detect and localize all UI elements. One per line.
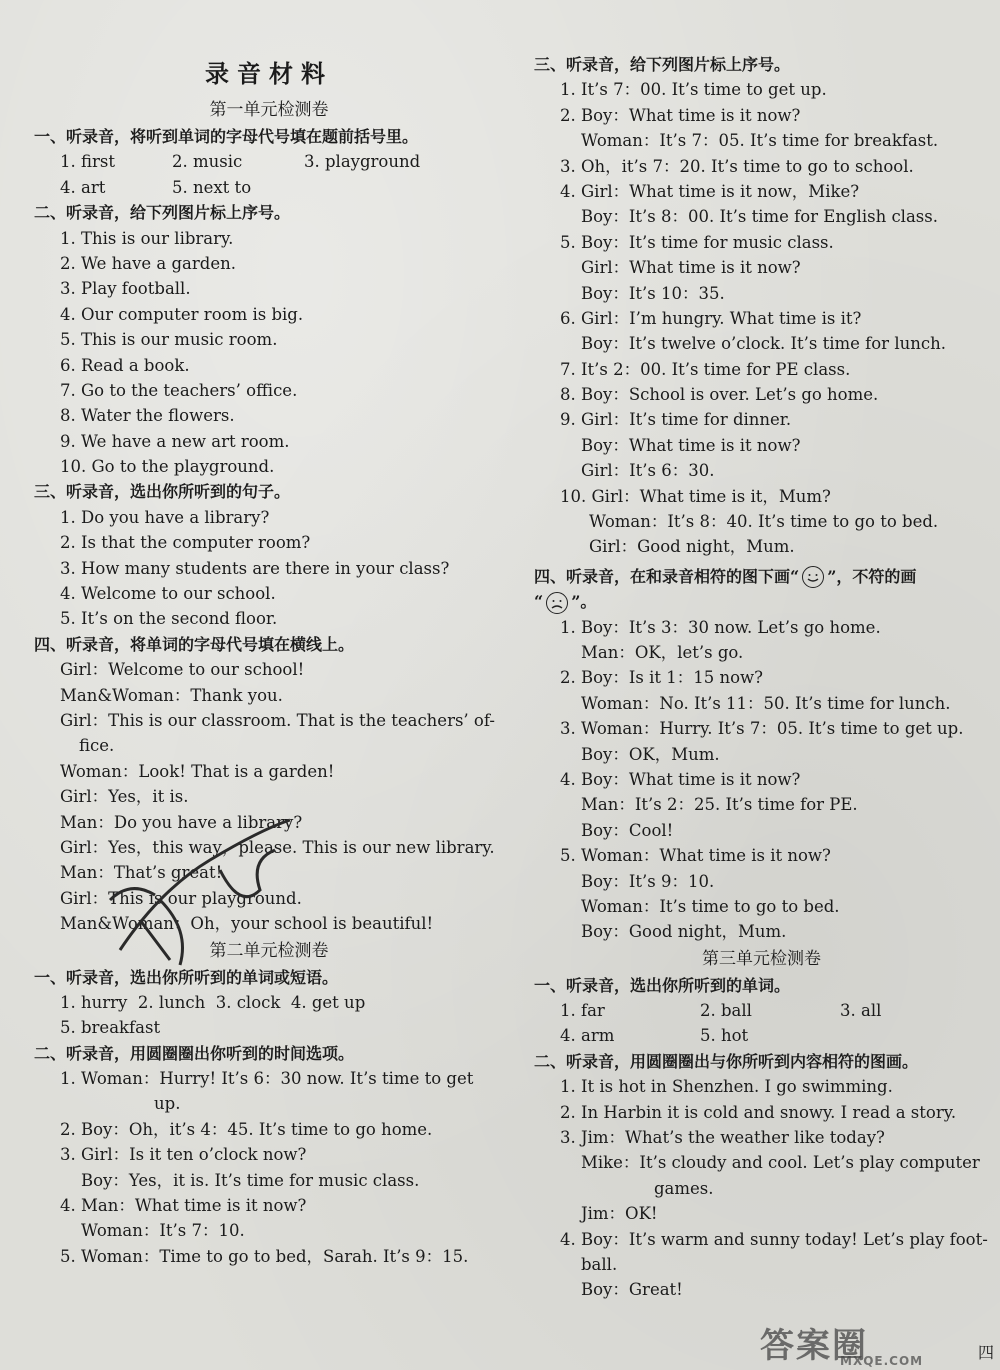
heading-part: “ <box>534 592 544 612</box>
word: 1. first <box>60 152 115 172</box>
dialogue-line: 5. Boy：It’s time for music class. <box>560 232 834 252</box>
dialogue-line: 2. In Harbin it is cold and snowy. I read a story. <box>560 1102 957 1122</box>
dialogue-line: 3. Girl：Is it ten o’clock now? <box>60 1145 307 1165</box>
watermark-stamp <box>760 1318 1000 1370</box>
handwritten-scribble <box>100 800 300 970</box>
dialogue-line: up. <box>154 1094 181 1114</box>
list-item: 2. Is that the computer room? <box>60 533 311 553</box>
list-item: 2. We have a garden. <box>60 253 236 273</box>
dialogue-line: Girl：This is our classroom. That is the teachers’ of- <box>60 710 495 730</box>
word: 1. far <box>560 1001 605 1021</box>
u1-s1-heading: 一、听录音，将听到单词的字母代号填在题前括号里。 <box>34 127 419 146</box>
u1-s2-heading: 二、听录音，给下列图片标上序号。 <box>34 203 291 223</box>
dialogue-line: 4. Boy：It’s warm and sunny today! Let’s play foot- <box>560 1229 988 1249</box>
dialogue-line: Man&Woman：Thank you. <box>60 685 283 705</box>
list-item: 9. We have a new art room. <box>60 431 290 451</box>
dialogue-line: 4. Man：What time is it now? <box>60 1196 307 1216</box>
dialogue-line: 3. Woman：Hurry. It’s 7：05. It’s time to get up. <box>560 719 964 739</box>
dialogue-line: Man：It’s 2：25. It’s time for PE. <box>581 795 858 815</box>
smiley-face-icon <box>802 566 824 588</box>
dialogue-line: Woman：It’s 7：05. It’s time for breakfast. <box>581 131 939 151</box>
u3-s1-heading: 一、听录音，选出你所听到的单词。 <box>534 975 791 995</box>
word: 5. next to <box>172 177 252 197</box>
dialogue-line: Man：OK，let’s go. <box>581 642 744 662</box>
u2-s4-heading-cont <box>534 589 989 614</box>
dialogue-line: 10. Girl：What time is it，Mum? <box>560 486 831 506</box>
right-column <box>534 52 989 1303</box>
dialogue-line: Boy：It’s 9：10. <box>581 871 715 891</box>
list-item: 7. Go to the teachers’ office. <box>60 380 298 400</box>
dialogue-line: 5. Woman：Time to go to bed，Sarah. It’s 9：15. <box>60 1246 469 1266</box>
heading-part: ”。 <box>571 592 597 612</box>
dialogue-line: Girl：It’s 6：30. <box>581 461 715 481</box>
u2-s3-heading: 三、听录音，给下列图片标上序号。 <box>534 55 791 74</box>
dialogue-line: Woman：It’s 8：40. It’s time to go to bed. <box>589 512 939 532</box>
page-number: 四 <box>977 1343 994 1362</box>
heading-part: ”，不符的画 <box>827 566 917 586</box>
heading-part: 四、听录音，在和录音相符的图下画“ <box>534 566 800 586</box>
u3-s1-row2 <box>534 1023 989 1048</box>
list-item: 1. Do you have a library? <box>60 507 270 527</box>
u2-s4-heading <box>534 564 989 589</box>
list-item: 3. Play football. <box>60 279 191 299</box>
dialogue-line: 1. Woman：Hurry! It’s 6：30 now. It’s time to get <box>60 1069 474 1089</box>
word: 3. all <box>840 1001 882 1021</box>
dialogue-line: Boy：OK，Mum. <box>581 744 720 764</box>
word: 4. art <box>60 177 106 197</box>
dialogue-line: 1. Boy：It’s 3：30 now. Let’s go home. <box>560 617 881 637</box>
dialogue-line: 1. It’s 7：00. It’s time to get up. <box>560 80 827 100</box>
unit2-title: 第二单元检测卷 <box>209 940 329 961</box>
u1-s3-heading: 三、听录音，选出你所听到的句子。 <box>34 482 291 502</box>
u2-s1-row2: 5. breakfast <box>60 1018 161 1038</box>
word: 2. music <box>172 152 243 172</box>
word: 3. playground <box>304 152 421 172</box>
dialogue-line: Girl：Good night，Mum. <box>589 537 795 557</box>
dialogue-line: games. <box>654 1178 714 1198</box>
u1-s1-row1 <box>34 149 504 174</box>
dialogue-line: Woman：It’s time to go to bed. <box>581 896 840 916</box>
left-column <box>34 52 504 1269</box>
dialogue-line: 3. Jim：What’s the weather like today? <box>560 1128 885 1148</box>
list-item: 5. This is our music room. <box>60 330 278 350</box>
dialogue-line: Mike：It’s cloudy and cool. Let’s play computer <box>581 1153 980 1173</box>
word: 2. ball <box>700 1001 752 1021</box>
unit3-title: 第三单元检测卷 <box>702 948 821 969</box>
list-item: 8. Water the flowers. <box>60 406 235 426</box>
list-item: 1. This is our library. <box>60 228 234 248</box>
u2-s2-heading: 二、听录音，用圆圈圈出你听到的时间选项。 <box>34 1043 355 1063</box>
sad-face-icon <box>546 592 568 614</box>
dialogue-line: Girl：Yes，this way，please. This is our new library. <box>60 837 495 857</box>
word: 4. arm <box>560 1026 615 1046</box>
dialogue-line: Boy：It’s 10：35. <box>581 283 725 303</box>
dialogue-line: 6. Girl：I’m hungry. What time is it? <box>560 308 862 328</box>
dialogue-line: Woman：No. It’s 11：50. It’s time for lunch. <box>581 693 951 713</box>
dialogue-line: Girl：This is our playground. <box>60 888 302 908</box>
dialogue-line: Boy：Great! <box>581 1280 683 1300</box>
u3-s1-row1 <box>534 998 989 1023</box>
dialogue-line: 2. Boy：Oh，it’s 4：45. It’s time to go home. <box>60 1119 433 1139</box>
dialogue-line: 2. Boy：What time is it now? <box>560 105 801 125</box>
dialogue-line: Woman：Look! That is a garden! <box>60 761 335 781</box>
dialogue-line: Man&Woman：Oh，your school is beautiful! <box>60 914 434 934</box>
dialogue-line: Jim：OK! <box>581 1204 658 1224</box>
dialogue-line: 5. Woman：What time is it now? <box>560 846 831 866</box>
watermark-sub: MXQE.COM <box>840 1354 924 1368</box>
dialogue-line: 8. Boy：School is over. Let’s go home. <box>560 385 879 405</box>
page-title: 录音材料 <box>205 59 333 88</box>
u3-s2-heading: 二、听录音，用圆圈圈出与你所听到内容相符的图画。 <box>534 1051 919 1071</box>
dialogue-line: Boy：It’s twelve o’clock. It’s time for lunch. <box>581 334 946 354</box>
list-item: 4. Welcome to our school. <box>60 584 276 604</box>
dialogue-line: Boy：Yes，it is. It’s time for music class. <box>81 1170 420 1190</box>
dialogue-line: 4. Girl：What time is it now，Mike? <box>560 181 860 201</box>
dialogue-line: Girl：Yes，it is. <box>60 787 189 807</box>
dialogue-line: Man：That’s great! <box>60 863 223 883</box>
dialogue-line: 2. Boy：Is it 1：15 now? <box>560 668 764 688</box>
dialogue-line: Girl：Welcome to our school! <box>60 660 305 680</box>
dialogue-line: 1. It is hot in Shenzhen. I go swimming. <box>560 1077 893 1097</box>
list-item: 3. How many students are there in your class? <box>60 558 450 578</box>
list-item: 10. Go to the playground. <box>60 457 275 477</box>
u1-s4-heading: 四、听录音，将单词的字母代号填在横线上。 <box>34 634 355 654</box>
dialogue-line: fice. <box>79 736 115 756</box>
dialogue-line: ball. <box>581 1254 618 1274</box>
u2-s1-row1: 1. hurry 2. lunch 3. clock 4. get up <box>60 992 366 1012</box>
unit1-title: 第一单元检测卷 <box>209 100 329 120</box>
dialogue-line: Boy：Cool! <box>581 820 674 840</box>
dialogue-line: Boy：It’s 8：00. It’s time for English class. <box>581 207 938 227</box>
dialogue-line: Man：Do you have a library? <box>60 812 303 832</box>
u2-s1-heading: 一、听录音，选出你所听到的单词或短语。 <box>34 967 339 987</box>
word: 5. hot <box>700 1026 749 1046</box>
dialogue-line: 3. Oh，it’s 7：20. It’s time to go to school. <box>560 156 914 176</box>
dialogue-line: 9. Girl：It’s time for dinner. <box>560 410 792 430</box>
dialogue-line: Boy：What time is it now? <box>581 435 801 455</box>
list-item: 5. It’s on the second floor. <box>60 609 278 629</box>
list-item: 4. Our computer room is big. <box>60 304 304 324</box>
dialogue-line: Boy：Good night，Mum. <box>581 922 787 942</box>
watermark-main: 答案圈 <box>760 1326 868 1366</box>
dialogue-line: 7. It’s 2：00. It’s time for PE class. <box>560 359 851 379</box>
u1-s1-row2 <box>34 175 504 200</box>
list-item: 6. Read a book. <box>60 355 190 375</box>
dialogue-line: Girl：What time is it now? <box>581 258 801 278</box>
dialogue-line: 4. Boy：What time is it now? <box>560 769 801 789</box>
dialogue-line: Woman：It’s 7：10. <box>81 1221 245 1241</box>
